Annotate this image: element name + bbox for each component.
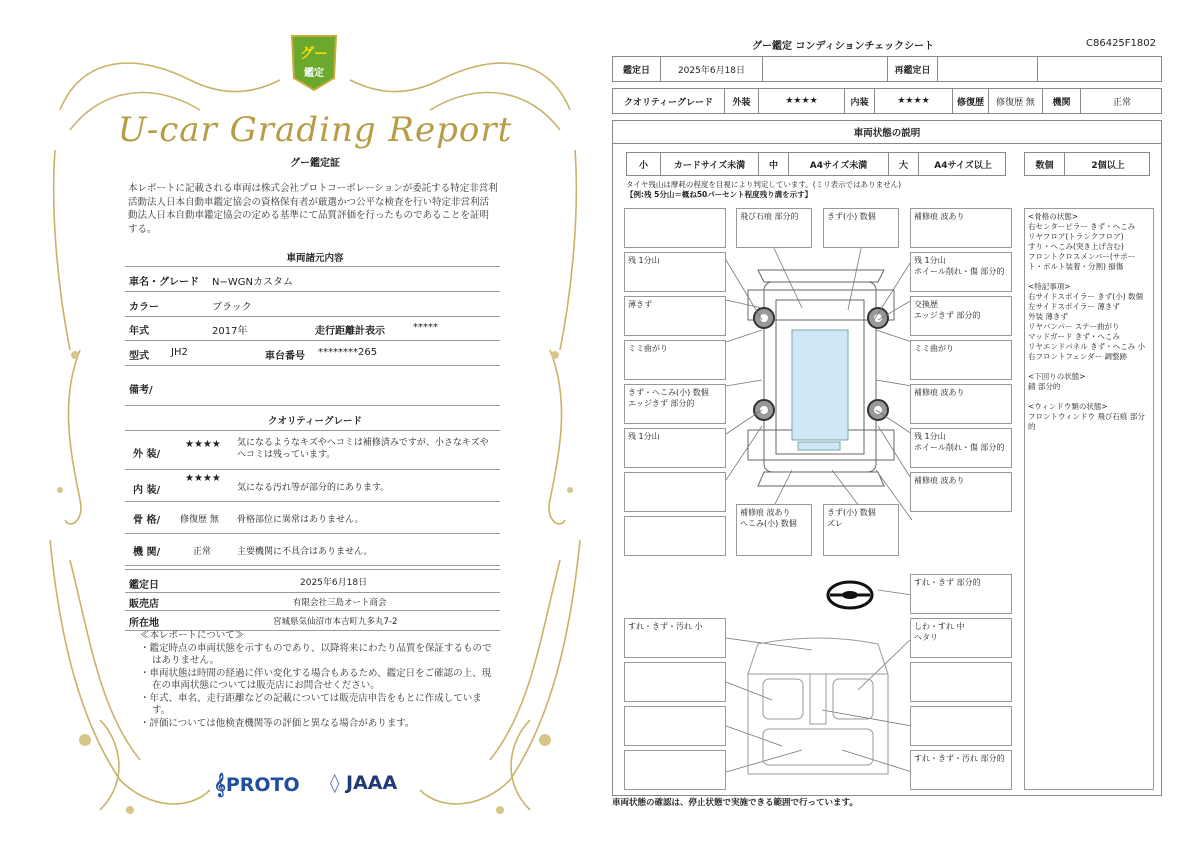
jaaa-logo: ◊ JAAA [330, 772, 398, 794]
proto-logo: 𝄞PROTO [214, 772, 300, 796]
quality-row-exterior: 外 装/ ★★★★ 気になるようなキズやヘコミは補修済みですが、小さなキズやヘコミは残っています。 [125, 431, 500, 470]
note-top-1 [624, 208, 726, 248]
spec-row-year: 年式 2017年 走行距離計表示 ***** [125, 316, 500, 341]
spec-row-model: 型式 JH2 車台番号 ********265 [125, 340, 500, 366]
note-top-4: 補修痕 波あり [910, 208, 1012, 248]
note-top-3: きず(小) 数個 [823, 208, 899, 248]
condition-check-sheet [612, 30, 1164, 820]
spec-heading: 車両諸元内容 [286, 253, 344, 264]
quality-row-frame: 骨 格/ 修復歴 無 骨格部位に異常はありません。 [125, 501, 500, 534]
note-interior-right-3 [910, 706, 1012, 746]
note-interior-left-4 [624, 750, 726, 790]
quality-row-interior: 内 装/ ★★★★ 気になる汚れ等が部分的にあります。 [125, 469, 500, 502]
note-bottom-2: 補修痕 波あり へこみ(小) 数個 [736, 504, 812, 556]
svg-text:鑑定: 鑑定 [304, 68, 324, 79]
date-row: 鑑定日 2025年6月18日 再鑑定日 [612, 56, 1162, 82]
certificate-text: 本レポートに記載される車両は株式会社プロトコーポレーションが委託する特定非営利活動法人日本自動車鑑定協会の資格保有者が厳選かつ公平な検査を行い特定非営利活動法人日本自動車鑑定協会の定める基準にて品質評価を行ったものであることを証明する。 [128, 183, 498, 235]
goo-kantei-badge [288, 32, 340, 94]
note-right-2: 残 1分山 ホイール削れ・傷 部分的 [910, 252, 1012, 292]
size-legend: 小 カードサイズ未満 中 A4サイズ未満 大 A4サイズ以上 [626, 152, 1006, 176]
note-left-2: 残 1分山 [624, 252, 726, 292]
note-interior-left-1: すれ・きず・汚れ 小 [624, 618, 726, 658]
car-interior-diagram [728, 634, 908, 784]
report-script-title: U-car Grading Report [117, 110, 513, 150]
info-row-shop: 販売店 有限会社三島オート商会 [125, 591, 500, 611]
quality-heading: クオリティーグレード [267, 416, 363, 427]
quality-row-engine: 機 関/ 正常 主要機関に不具合はありません。 [125, 533, 500, 566]
certificate-heading: グー鑑定証 [290, 158, 340, 169]
sheet-code: C86425F1802 [1086, 38, 1156, 49]
note-bottom-3: きず(小) 数個 ズレ [823, 504, 899, 556]
condition-details-list: <骨格の状態> 右センターピラー きず・へこみ リヤフロア(トランクフロア) すり・へこみ(突き上げ含む) フロントクロスメンバー(サポート・ボルト装着・分割) 損傷 <特記事項> 右サイドスポイラー きず(小) 数個 左サイドスポイラー 薄きず 外装 薄きず リヤバンパー ステー曲がり マッドガード きず・へこみ リヤエンドパネル きず・へこみ 小 右フロントフェンダー 調整跡 <下回りの状態> 錆 部分的 <ウィンドウ類の状態> フロントウィンドウ 飛び石痕 部分的 [1024, 208, 1154, 790]
info-row-date: 鑑定日 2025年6月18日 [125, 569, 500, 593]
sheet-title: グー鑑定 コンディションチェックシート [752, 41, 935, 52]
note-right-4: ミミ曲がり [910, 340, 1012, 380]
note-top-2: 飛び石痕 部分的 [736, 208, 812, 248]
note-interior-left-3 [624, 706, 726, 746]
spec-row-color: カラー ブラック [125, 291, 500, 317]
note-interior-left-2 [624, 662, 726, 702]
tyre-note: タイヤ残山は摩耗の程度を目視により判定しています。(ミリ表示ではありません) 【例:残 5分山＝概ね50パーセント程度残り溝を示す】 [626, 180, 902, 199]
note-right-5: 補修痕 波あり [910, 384, 1012, 424]
sheet-footer-note: 車両状態の確認は、停止状態で実施できる範囲で行っています。 [612, 798, 858, 808]
report-notes: ≪本レポートについて≫ ・鑑定時点の車両状態を示すものであり、以降将来にわたり品質を保証するものではありません。 ・車両状態は時間の経過に伴い変化する場合もあるため、鑑定日をご確認の上、現在の車両状態については販売店にお問合せください。 ・年式、車名、走行距離などの記載については販売店申告をもとに作成しています。 ・評価については他検査機関等の評価と異なる場合があります。 [140, 630, 492, 729]
note-interior-right-1: しわ・すれ 中 ヘタリ [910, 618, 1012, 658]
grading-report-page [40, 20, 590, 830]
note-left-5: きず・へこみ(小) 数個 エッジきず 部分的 [624, 384, 726, 424]
spec-row-name: 車名・グレード N−WGNカスタム [125, 267, 500, 292]
note-wheel: すれ・きず 部分的 [910, 574, 1012, 614]
count-legend: 数個 2個以上 [1024, 152, 1150, 176]
note-right-3: 交換歴 エッジきず 部分的 [910, 296, 1012, 336]
note-left-6: 残 1分山 [624, 428, 726, 468]
note-left-3: 薄きず [624, 296, 726, 336]
section-title: 車両状態の説明 [612, 120, 1162, 144]
note-interior-right-2 [910, 662, 1012, 702]
note-interior-right-4: すれ・きず・汚れ 部分的 [910, 750, 1012, 790]
note-right-7: 補修痕 波あり [910, 472, 1012, 512]
spec-row-remarks: 備考/ [125, 365, 500, 406]
grade-row: クオリティーグレード 外装 ★★★★ 内装 ★★★★ 修復歴 修復歴 無 機関 正常 [612, 88, 1162, 114]
note-right-6: 残 1分山 ホイール削れ・傷 部分的 [910, 428, 1012, 468]
note-left-7 [624, 472, 726, 512]
steering-wheel-icon [824, 578, 876, 612]
note-left-8 [624, 516, 726, 556]
svg-text:グー: グー [300, 46, 328, 62]
info-row-address: 所在地 宮城県気仙沼市本吉町九多丸7-2 [125, 610, 500, 631]
note-left-4: ミミ曲がり [624, 340, 726, 380]
